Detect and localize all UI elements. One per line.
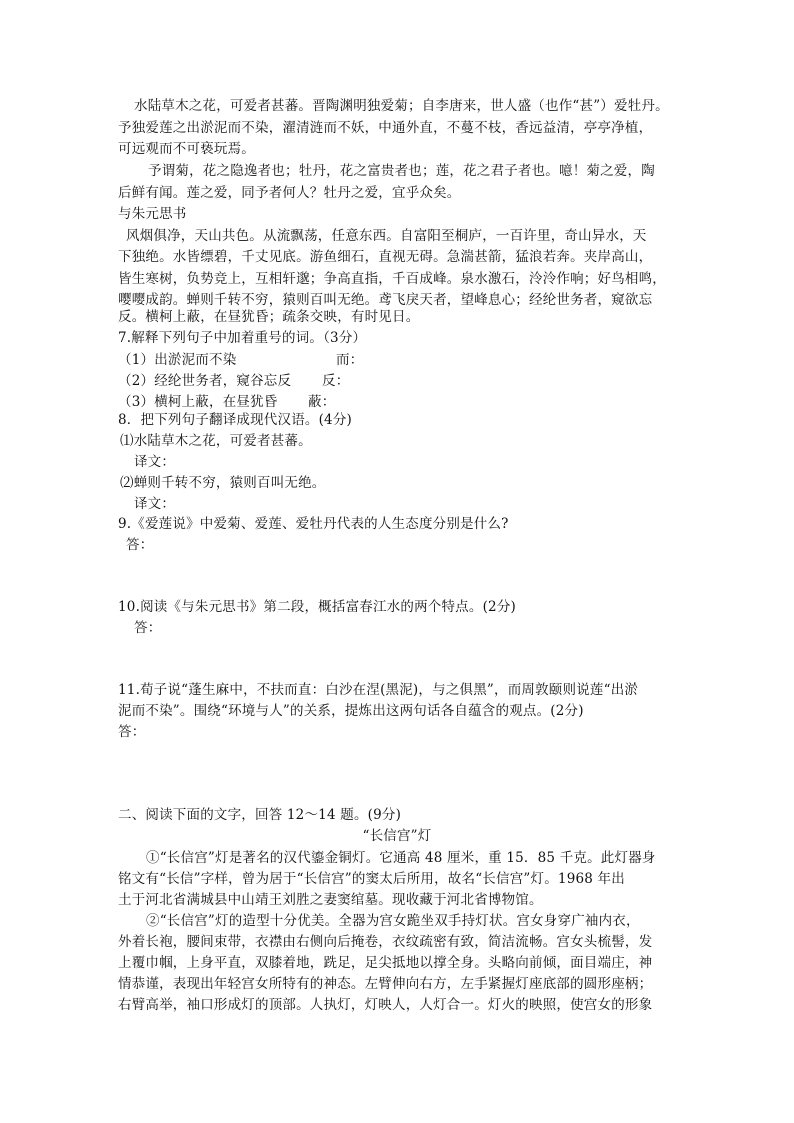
section2-p2-line: ②“长信宫”灯的造型十分优美。全器为宫女跪坐双手持灯状。宫女身穿广袖内衣， [146, 913, 640, 929]
zhuyuansi-line: 皆生寒树，负势竞上，互相轩邈；争高直指，千百成峰。泉水激石，泠泠作响；好鸟相鸣， [118, 271, 666, 287]
q7-stem: 7.解释下列句子中加着重号的词。（3分） [118, 330, 367, 346]
ailian-line: 予谓菊，花之隐逸者也；牡丹，花之富贵者也；莲，花之君子者也。噫！菊之爱，陶 [148, 163, 655, 179]
q10-answer-label: 答： [134, 620, 162, 636]
q7-item-2: （2）经纶世务者，窥谷忘反 [118, 373, 292, 389]
q8-sentence-1: ⑴水陆草木之花，可爱者甚蕃。 [120, 433, 312, 449]
zhuyuansi-line: 风烟俱净，天山共色。从流飘荡，任意东西。自富阳至桐庐，一百许里，奇山异水，天 [126, 228, 647, 244]
ailian-line: 予独爱莲之出淤泥而不染，濯清涟而不妖，中通外直，不蔓不枝，香远益清，亭亭净植， [118, 120, 653, 136]
section2-p2-line: 上覆巾帼，上身平直，双膝着地，跣足，足尖抵地以撑全身。头略向前倾，面目端庄，神 [118, 955, 653, 971]
q9-answer-label: 答： [126, 537, 154, 553]
q7-key-3: 蔽： [308, 394, 336, 410]
q10-stem: 10.阅读《与朱元思书》第二段，概括富春江水的两个特点。(2分) [118, 599, 516, 615]
zhuyuansi-title: 与朱元思书 [118, 206, 187, 222]
zhuyuansi-line: 反。横柯上蔽，在昼犹昏；疏条交映，有时见日。 [118, 309, 420, 325]
section2-title: “长信宫”灯 [362, 828, 432, 844]
q7-key-2: 反： [322, 373, 350, 389]
section2-p1-line: 铭文有“长信”字样，曾为居于“长信宫”的窦太后所用，故名“长信宫”灯。1968 年出 [118, 871, 625, 887]
q8-translation-label-1: 译文： [134, 454, 176, 470]
ailian-line: 水陆草木之花，可爱者甚蕃。晋陶渊明独爱菊；自李唐来，世人盛（也作“甚”）爱牡丹。 [134, 98, 669, 114]
section2-p1-line: ①“长信宫”灯是著名的汉代鎏金铜灯。它通高 48 厘米，重 15．85 千克。此灯器身 [146, 850, 656, 866]
q8-sentence-2: ⑵蝉则千转不穷，猿则百叫无绝。 [120, 475, 326, 491]
ailian-line: 后鲜有闻。莲之爱，同予者何人？牡丹之爱，宜乎众矣。 [118, 185, 461, 201]
section2-p2-line: 情恭谨，表现出年轻宫女所特有的神态。左臂伸向右方，左手紧握灯座底部的圆形座柄； [118, 976, 653, 992]
q11-line: 泥而不染”。围绕“环境与人”的关系，提炼出这两句话各自蕴含的观点。(2分) [118, 703, 584, 719]
section2-heading: 二、阅读下面的文字，回答 12～14 题。(9分) [118, 807, 402, 823]
section2-p2-line: 外着长袍，腰间束带，衣襟由右侧向后掩卷，衣纹疏密有致，简洁流畅。宫女头梳髻，发 [118, 934, 653, 950]
q9-stem: 9.《爱莲说》中爱菊、爱莲、爱牡丹代表的人生态度分别是什么? [118, 516, 509, 532]
q7-item-1: （1）出淤泥而不染 [118, 352, 237, 368]
q8-stem: 8．把下列句子翻译成现代汉语。(4分) [118, 412, 353, 428]
section2-p1-line: 土于河北省满城县中山靖王刘胜之妻窦绾墓。现收藏于河北省博物馆。 [118, 892, 543, 908]
q7-item-3: （3）横柯上蔽，在昼犹昏 [118, 394, 278, 410]
q11-line: 11.荀子说“蓬生麻中，不扶而直：白沙在涅(黑泥)，与之俱黑”，而周敦颐则说莲“出淤 [118, 682, 639, 698]
ailian-line: 可远观而不可亵玩焉。 [118, 141, 255, 157]
zhuyuansi-line: 嘤嘤成韵。蝉则千转不穷，猿则百叫无绝。鸢飞戾天者，望峰息心；经纶世务者，窥欲忘 [118, 292, 653, 308]
section2-p2-line: 右臂高举，袖口形成灯的顶部。人执灯，灯映人，人灯合一。灯火的映照，使宫女的形象 [118, 997, 653, 1013]
q8-translation-label-2: 译文： [134, 496, 176, 512]
q11-answer-label: 答： [118, 724, 146, 740]
q7-key-1: 而： [336, 352, 364, 368]
zhuyuansi-line: 下独绝。水皆缥碧，千丈见底。游鱼细石，直视无碍。急湍甚箭，猛浪若奔。夹岸高山， [118, 249, 653, 265]
